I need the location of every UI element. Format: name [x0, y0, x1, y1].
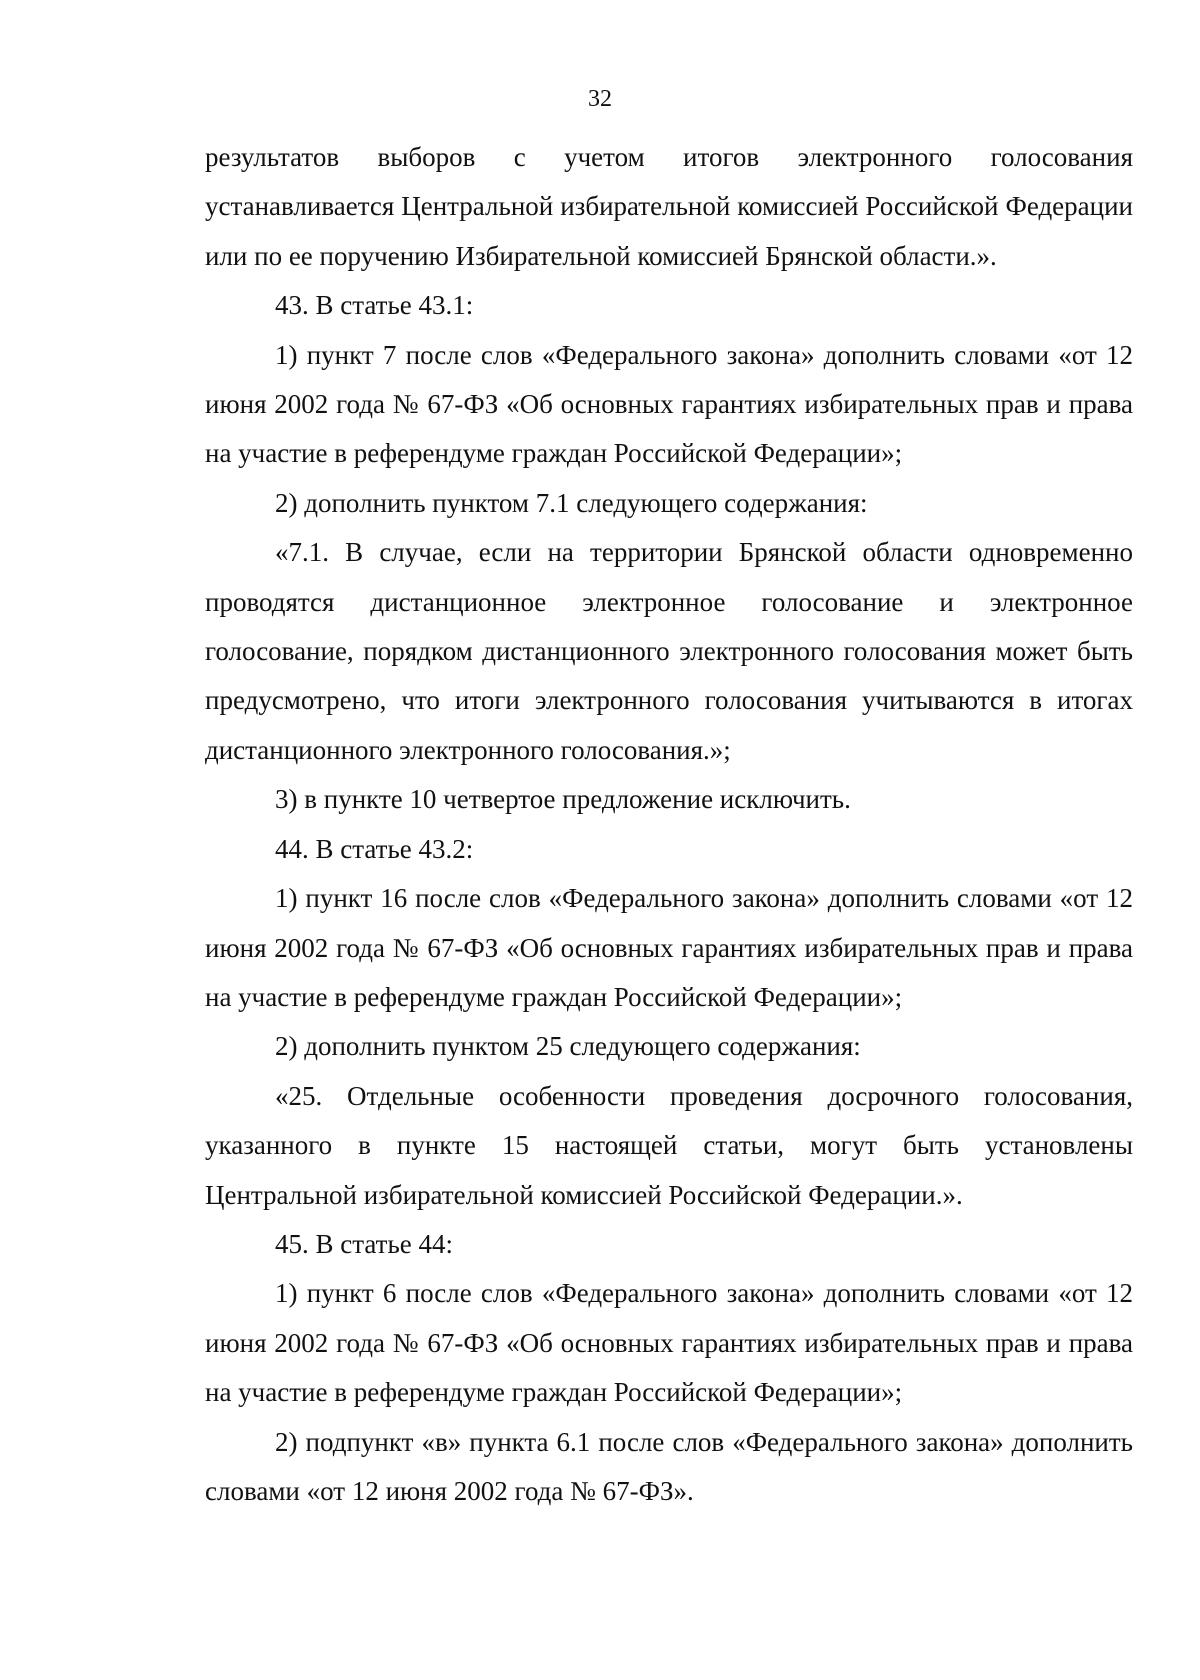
paragraph-44-subitem-2: 2) дополнить пунктом 25 следующего содержания:	[275, 1031, 861, 1062]
paragraph-43-subitem-3: 3) в пункте 10 четвертое предложение исключить.	[275, 784, 851, 815]
page-number: 32	[588, 86, 612, 112]
paragraph-43-subitem-1: 1) пункт 7 после слов «Федерального закона» дополнить словами «от 12 июня 2002 года № 67-ФЗ «Об основных гарантиях избирательных прав и права на участие в референдуме граждан Российской Федерации»;	[205, 339, 1133, 469]
document-body	[205, 133, 1133, 1516]
paragraph-results-continuation: результатов выборов с учетом итогов электронного голосования устанавливается Центральной избирательной комиссией Российской Федерации или по ее поручению Избирательной комиссией Брянской области.».	[205, 142, 1133, 271]
paragraph-item-44: 44. В статье 43.2:	[275, 833, 474, 864]
paragraph-45-subitem-1: 1) пункт 6 после слов «Федерального закона» дополнить словами «от 12 июня 2002 года № 67-ФЗ «Об основных гарантиях избирательных прав и права на участие в референдуме граждан Российской Федерации»;	[205, 1278, 1133, 1408]
paragraph-clause-25: «25. Отдельные особенности проведения досрочного голосования, указанного в пункте 15 настоящей статьи, могут быть установлены Центральной избирательной комиссией Российской Федерации.».	[205, 1080, 1133, 1210]
paragraph-item-45: 45. В статье 44:	[275, 1228, 454, 1259]
paragraph-item-43: 43. В статье 43.1:	[275, 290, 474, 321]
paragraph-45-subitem-2: 2) подпункт «в» пункта 6.1 после слов «Федерального закона» дополнить словами «от 12 июня 2002 года № 67-ФЗ».	[205, 1426, 1133, 1506]
paragraph-44-subitem-1: 1) пункт 16 после слов «Федерального закона» дополнить словами «от 12 июня 2002 года № 67-ФЗ «Об основных гарантиях избирательных прав и права на участие в референдуме граждан Российской Федерации»;	[205, 883, 1133, 1012]
paragraph-clause-7-1: «7.1. В случае, если на территории Брянской области одновременно проводятся дистанционное электронное голосование и электронное голосование, порядком дистанционного электронного голосования может быть предусмотрено, что итоги электронного голосования учитываются в итогах дистанционного электронного голосования.»;	[205, 537, 1133, 765]
paragraph-43-subitem-2: 2) дополнить пунктом 7.1 следующего содержания:	[275, 487, 868, 518]
